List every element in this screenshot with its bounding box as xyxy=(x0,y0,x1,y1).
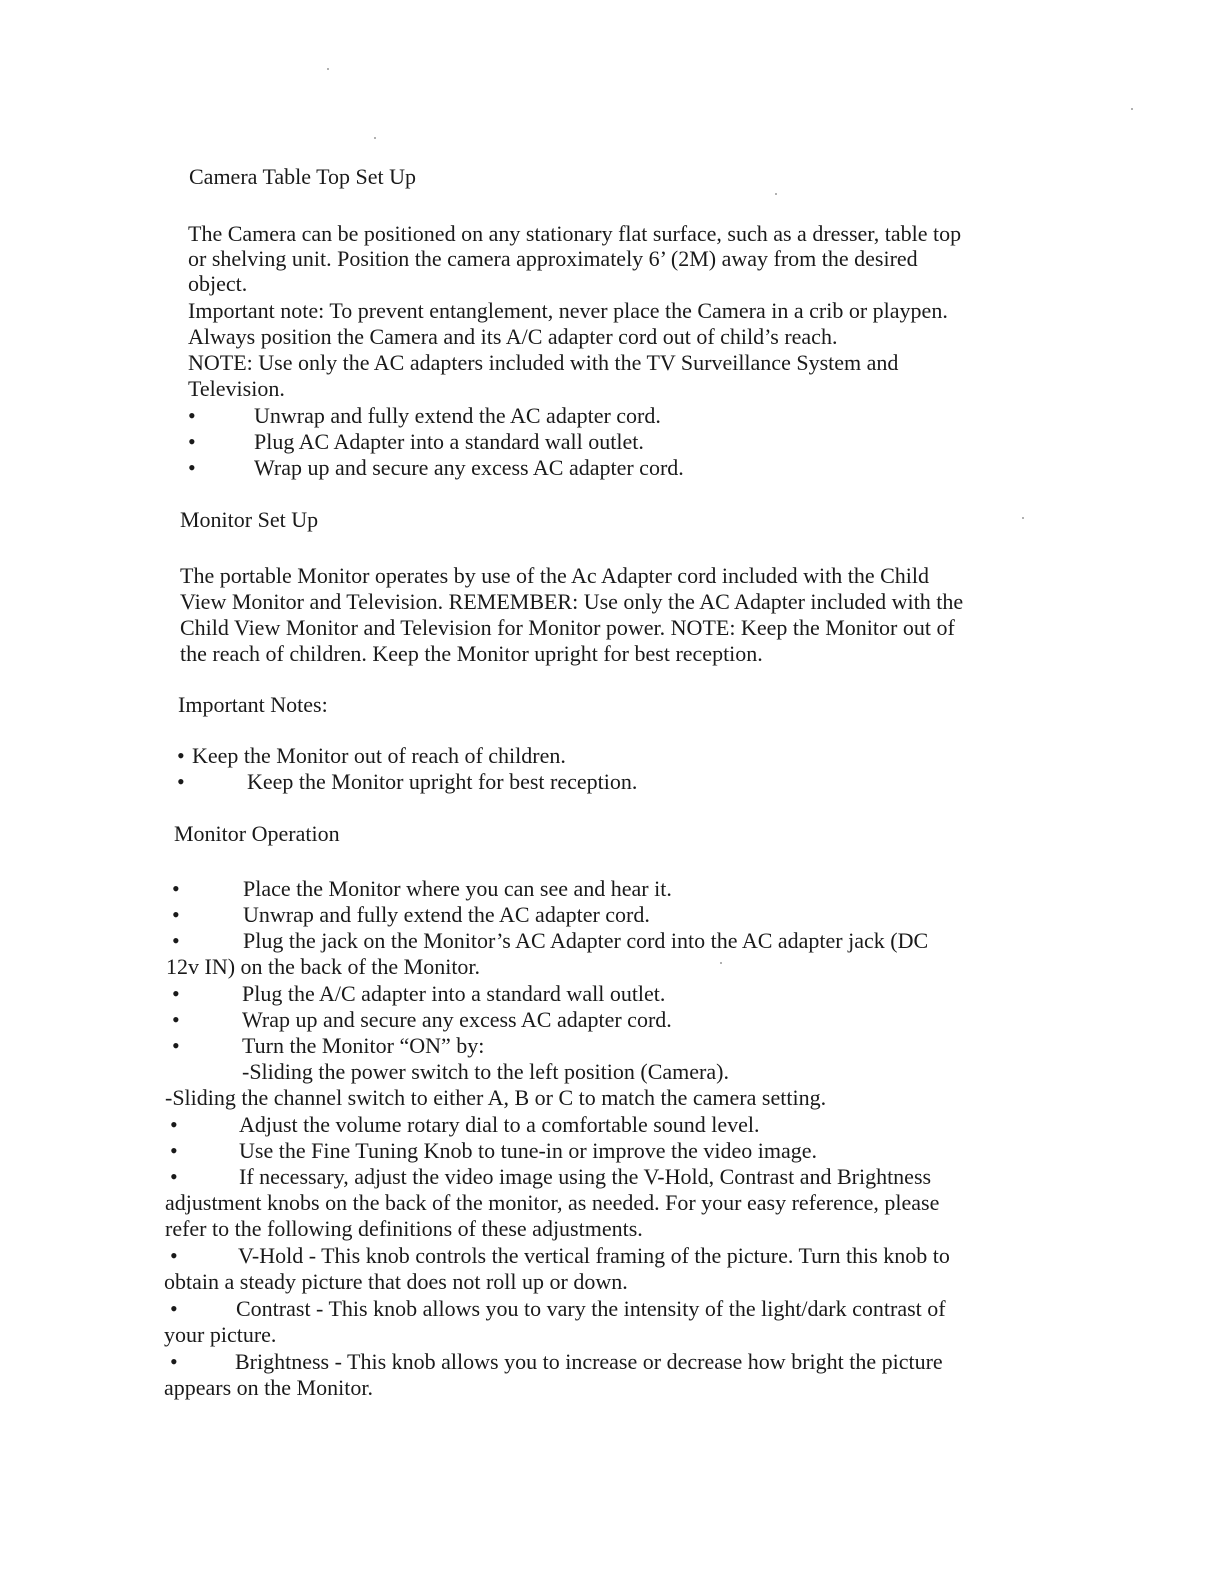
bullet-icon: • xyxy=(172,876,180,901)
bullet-text: Plug the A/C adapter into a standard wall outlet. xyxy=(242,981,666,1006)
bullet-text: Plug the jack on the Monitor’s AC Adapter cord into the AC adapter jack (DC xyxy=(243,928,929,953)
scan-speck xyxy=(775,193,777,195)
operation-bullet-item xyxy=(170,1296,1070,1322)
bullet-text: Contrast - This knob allows you to vary the intensity of the light/dark contrast of xyxy=(236,1296,946,1321)
bullet-text: Plug AC Adapter into a standard wall outlet. xyxy=(254,429,644,454)
bullet-text: Unwrap and fully extend the AC adapter cord. xyxy=(254,403,661,428)
bullet-text: Unwrap and fully extend the AC adapter cord. xyxy=(243,902,650,927)
notes-bullet-item xyxy=(177,743,877,769)
bullet-icon: • xyxy=(177,769,185,794)
bullet-icon: • xyxy=(172,1007,180,1032)
monitor-setup-para-line: Child View Monitor and Television for Monitor power. NOTE: Keep the Monitor out of xyxy=(180,615,955,640)
scan-speck xyxy=(374,137,376,139)
bullet-icon: • xyxy=(188,429,196,454)
camera-para-line: Important note: To prevent entanglement, never place the Camera in a crib or playpen. xyxy=(188,298,948,323)
camera-para-line: Always position the Camera and its A/C adapter cord out of child’s reach. xyxy=(188,324,838,349)
operation-bullet-item xyxy=(172,1033,1072,1059)
operation-bullet-item xyxy=(172,1007,1072,1033)
bullet-icon: • xyxy=(170,1243,178,1268)
bullet-icon: • xyxy=(170,1164,178,1189)
bullet-text: V-Hold - This knob controls the vertical framing of the picture. Turn this knob to xyxy=(238,1243,950,1268)
bullet-text: If necessary, adjust the video image using the V-Hold, Contrast and Brightness xyxy=(239,1164,932,1189)
monitor-setup-para-line: The portable Monitor operates by use of the Ac Adapter cord included with the Child xyxy=(180,563,930,588)
section-heading-monitor-setup: Monitor Set Up xyxy=(180,507,319,532)
bullet-text: Wrap up and secure any excess AC adapter cord. xyxy=(254,455,684,480)
camera-bullet-item xyxy=(188,455,888,481)
camera-para-line: The Camera can be positioned on any stationary flat surface, such as a dresser, table top xyxy=(188,221,962,246)
bullet-icon: • xyxy=(172,928,180,953)
camera-bullet-item xyxy=(188,403,888,429)
bullet-text: Place the Monitor where you can see and hear it. xyxy=(243,876,672,901)
operation-sub-line: -Sliding the power switch to the left position (Camera). xyxy=(242,1059,729,1084)
operation-sub-line: -Sliding the channel switch to either A, B or C to match the camera setting. xyxy=(165,1085,827,1110)
operation-bullet-item xyxy=(170,1112,1070,1138)
operation-continuation-line: 12v IN) on the back of the Monitor. xyxy=(166,954,481,979)
scan-speck xyxy=(720,962,722,964)
bullet-icon: • xyxy=(188,455,196,480)
bullet-icon: • xyxy=(170,1349,178,1374)
camera-para-line: or shelving unit. Position the camera approximately 6’ (2M) away from the desired xyxy=(188,246,918,271)
bullet-text: Turn the Monitor “ON” by: xyxy=(242,1033,485,1058)
operation-continuation-line: appears on the Monitor. xyxy=(164,1375,373,1400)
bullet-text: Keep the Monitor upright for best reception. xyxy=(247,769,638,794)
operation-bullet-item xyxy=(172,876,1072,902)
camera-para-line: Television. xyxy=(188,376,285,401)
bullet-icon: • xyxy=(172,1033,180,1058)
operation-continuation-line: refer to the following definitions of these adjustments. xyxy=(165,1216,643,1241)
bullet-icon: • xyxy=(177,743,185,768)
bullet-icon: • xyxy=(188,403,196,428)
bullet-icon: • xyxy=(172,981,180,1006)
scan-speck xyxy=(327,68,329,70)
bullet-text: Adjust the volume rotary dial to a comfortable sound level. xyxy=(239,1112,760,1137)
operation-bullet-item xyxy=(172,981,1072,1007)
operation-continuation-line: obtain a steady picture that does not roll up or down. xyxy=(164,1269,628,1294)
bullet-text: Use the Fine Tuning Knob to tune-in or improve the video image. xyxy=(239,1138,818,1163)
operation-bullet-item xyxy=(172,902,1072,928)
operation-continuation-line: your picture. xyxy=(164,1322,277,1347)
bullet-text: Brightness - This knob allows you to increase or decrease how bright the picture xyxy=(235,1349,943,1374)
section-heading-important-notes: Important Notes: xyxy=(178,692,328,717)
bullet-icon: • xyxy=(170,1296,178,1321)
operation-bullet-item xyxy=(170,1138,1070,1164)
camera-para-line: object. xyxy=(188,271,248,296)
bullet-text: Wrap up and secure any excess AC adapter cord. xyxy=(242,1007,672,1032)
camera-para-line: NOTE: Use only the AC adapters included with the TV Surveillance System and xyxy=(188,350,899,375)
operation-bullet-item xyxy=(170,1243,1070,1269)
monitor-setup-para-line: View Monitor and Television. REMEMBER: Use only the AC Adapter included with the xyxy=(180,589,964,614)
operation-bullet-item xyxy=(172,928,1072,954)
operation-bullet-item xyxy=(170,1164,1070,1190)
bullet-text: Keep the Monitor out of reach of children. xyxy=(192,743,566,768)
camera-bullet-item xyxy=(188,429,888,455)
bullet-icon: • xyxy=(170,1138,178,1163)
section-heading-monitor-operation: Monitor Operation xyxy=(174,821,340,846)
bullet-icon: • xyxy=(170,1112,178,1137)
scan-speck xyxy=(1022,517,1024,519)
monitor-setup-para-line: the reach of children. Keep the Monitor upright for best reception. xyxy=(180,641,763,666)
notes-bullet-item xyxy=(177,769,877,795)
scan-speck xyxy=(1131,108,1133,110)
section-heading-camera-setup: Camera Table Top Set Up xyxy=(189,164,417,189)
operation-continuation-line: adjustment knobs on the back of the monitor, as needed. For your easy reference, please xyxy=(165,1190,940,1215)
bullet-icon: • xyxy=(172,902,180,927)
operation-bullet-item xyxy=(170,1349,1070,1375)
